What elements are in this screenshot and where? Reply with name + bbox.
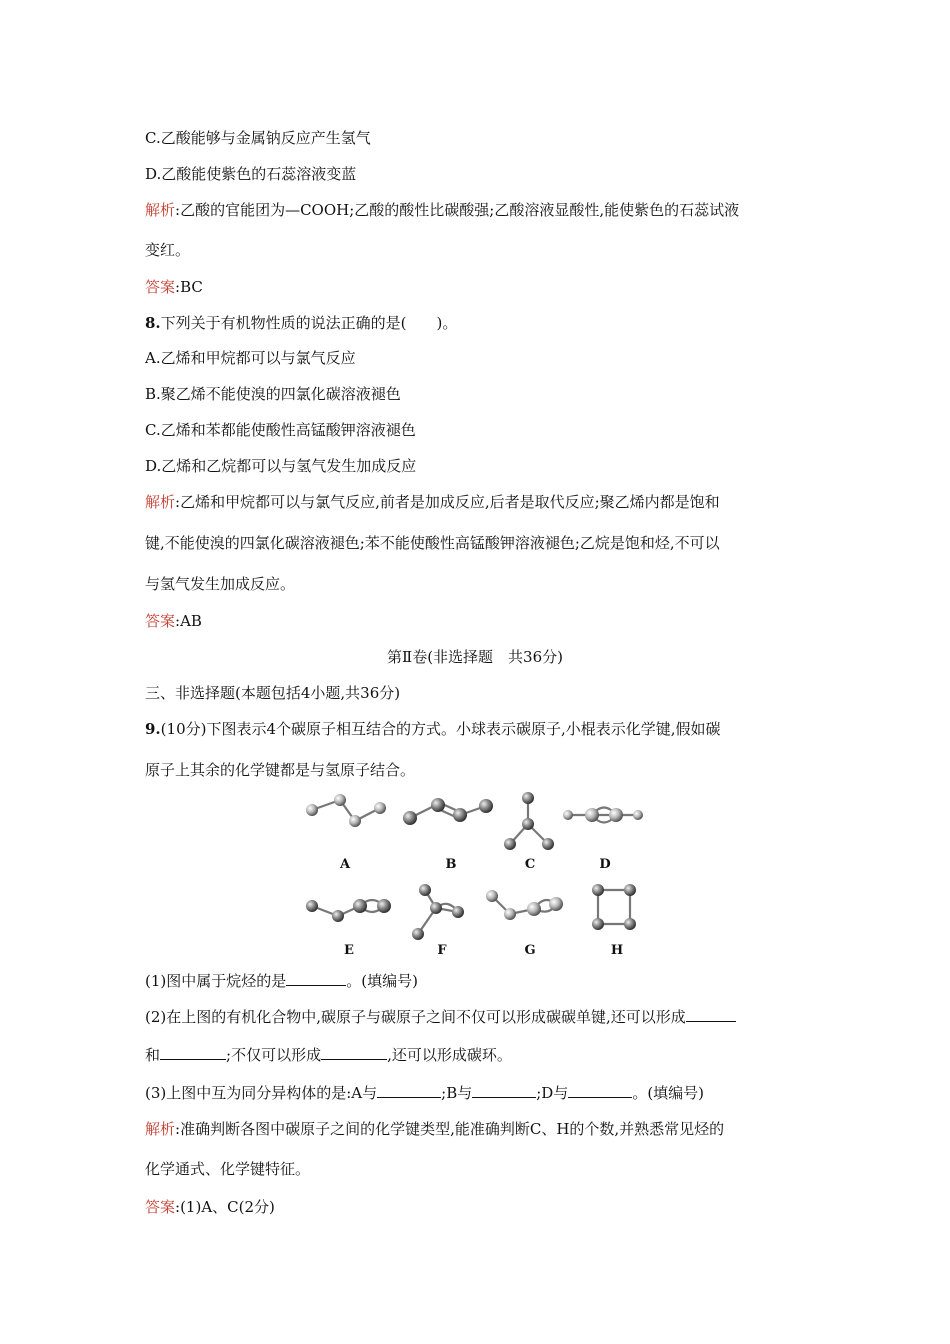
- q7-analysis-line-2: 变红。: [145, 241, 191, 259]
- q8-stem-text: 下列关于有机物性质的说法正确的是( )。: [160, 314, 458, 332]
- q7-option-c: C.乙酸能够与金属钠反应产生氢气: [145, 129, 371, 147]
- answer-label: 答案: [145, 1198, 176, 1216]
- analysis-label: 解析: [145, 493, 176, 511]
- answer-blank[interactable]: [568, 1083, 632, 1098]
- q9-analysis-line-1: [145, 1119, 724, 1139]
- q8-analysis-line-2: 键,不能使溴的四氯化碳溶液褪色;苯不能使酸性高锰酸钾溶液褪色;乙烷是饱和烃,不可以: [145, 534, 720, 552]
- q7-answer: [145, 277, 203, 297]
- q8-answer-text: :AB: [175, 612, 202, 630]
- section-title: 三、非选择题(本题包括4小题,共36分): [145, 684, 401, 702]
- q8-stem: [145, 313, 457, 333]
- molecule-label-f: F: [437, 943, 447, 958]
- answer-blank[interactable]: [286, 971, 346, 986]
- q9-sub2-line-2: [145, 1045, 512, 1065]
- q7-analysis-text: :乙酸的官能团为—COOH;乙酸的酸性比碳酸强;乙酸溶液显酸性,能使紫色的石蕊试液: [175, 201, 740, 219]
- q9-sub2-end: ,还可以形成碳环。: [387, 1046, 512, 1064]
- molecule-label-g: G: [524, 943, 536, 958]
- part2-title: 第Ⅱ卷(非选择题 共36分): [387, 648, 563, 666]
- q8-option-c: C.乙烯和苯都能使酸性高锰酸钾溶液褪色: [145, 421, 416, 439]
- q8-option-b: B.聚乙烯不能使溴的四氯化碳溶液褪色: [145, 385, 401, 403]
- q9-sub3: [145, 1083, 704, 1103]
- molecule-label-d: D: [599, 857, 611, 872]
- q8-option-a: A.乙烯和甲烷都可以与氯气反应: [145, 349, 356, 367]
- q8-analysis-line-1: [145, 492, 720, 512]
- q9-stem-line-2: 原子上其余的化学键都是与氢原子结合。: [145, 761, 416, 779]
- q9-sub3-hint: 。(填编号): [632, 1084, 705, 1102]
- molecule-label-h: H: [610, 943, 624, 958]
- q8-option-d: D.乙烯和乙烷都可以与氢气发生加成反应: [145, 457, 417, 475]
- q9-sub2-line-1: [145, 1007, 736, 1027]
- answer-blank[interactable]: [160, 1045, 226, 1060]
- q9-answer-text: :(1)A、C(2分): [175, 1198, 275, 1216]
- molecule-label-e: E: [344, 943, 354, 958]
- q8-answer: [145, 611, 202, 631]
- q7-option-d: D.乙酸能使紫色的石蕊溶液变蓝: [145, 165, 357, 183]
- q8-analysis-line-3: 与氢气发生加成反应。: [145, 575, 296, 593]
- answer-blank[interactable]: [321, 1045, 387, 1060]
- molecule-label-b: B: [445, 857, 457, 872]
- answer-blank[interactable]: [686, 1007, 736, 1022]
- analysis-label: 解析: [145, 201, 176, 219]
- q9-answer: [145, 1197, 275, 1217]
- q9-sub3-d: ;D与: [536, 1084, 569, 1102]
- q9-analysis-line-2: 化学通式、化学键特征。: [145, 1160, 311, 1178]
- q9-sub2-text: (2)在上图的有机化合物中,碳原子与碳原子之间不仅可以形成碳碳单键,还可以形成: [145, 1008, 686, 1026]
- q8-number: 8.: [145, 314, 161, 332]
- q9-number: 9.: [145, 720, 161, 738]
- answer-label: 答案: [145, 278, 176, 296]
- q9-analysis-text: :准确判断各图中碳原子之间的化学键类型,能准确判断C、H的个数,并熟悉常见烃的: [175, 1120, 725, 1138]
- q9-sub3-b: ;B与: [441, 1084, 473, 1102]
- answer-label: 答案: [145, 612, 176, 630]
- q8-analysis-text: :乙烯和甲烷都可以与氯气反应,前者是加成反应,后者是取代反应;聚乙烯内都是饱和: [175, 493, 720, 511]
- molecule-label-c: C: [524, 857, 536, 872]
- q7-answer-text: :BC: [175, 278, 203, 296]
- molecule-label-a: A: [339, 857, 351, 872]
- q9-sub2-and: 和: [145, 1046, 161, 1064]
- q7-analysis-line-1: [145, 200, 739, 220]
- analysis-label: 解析: [145, 1120, 176, 1138]
- molecule-models-svg: [300, 788, 660, 968]
- q9-sub1: [145, 971, 418, 991]
- answer-blank[interactable]: [472, 1083, 536, 1098]
- q9-sub1-hint: 。(填编号): [346, 972, 418, 990]
- q9-sub1-text: (1)图中属于烷烃的是: [145, 972, 287, 990]
- q9-sub3-text: (3)上图中互为同分异构体的是:A与: [145, 1084, 378, 1102]
- q9-sub2-mid: ;不仅可以形成: [226, 1046, 322, 1064]
- q9-stem-text: (10分)下图表示4个碳原子相互结合的方式。小球表示碳原子,小棍表示化学键,假如碳: [160, 720, 721, 738]
- q9-stem-line-1: [145, 719, 721, 739]
- answer-blank[interactable]: [377, 1083, 441, 1098]
